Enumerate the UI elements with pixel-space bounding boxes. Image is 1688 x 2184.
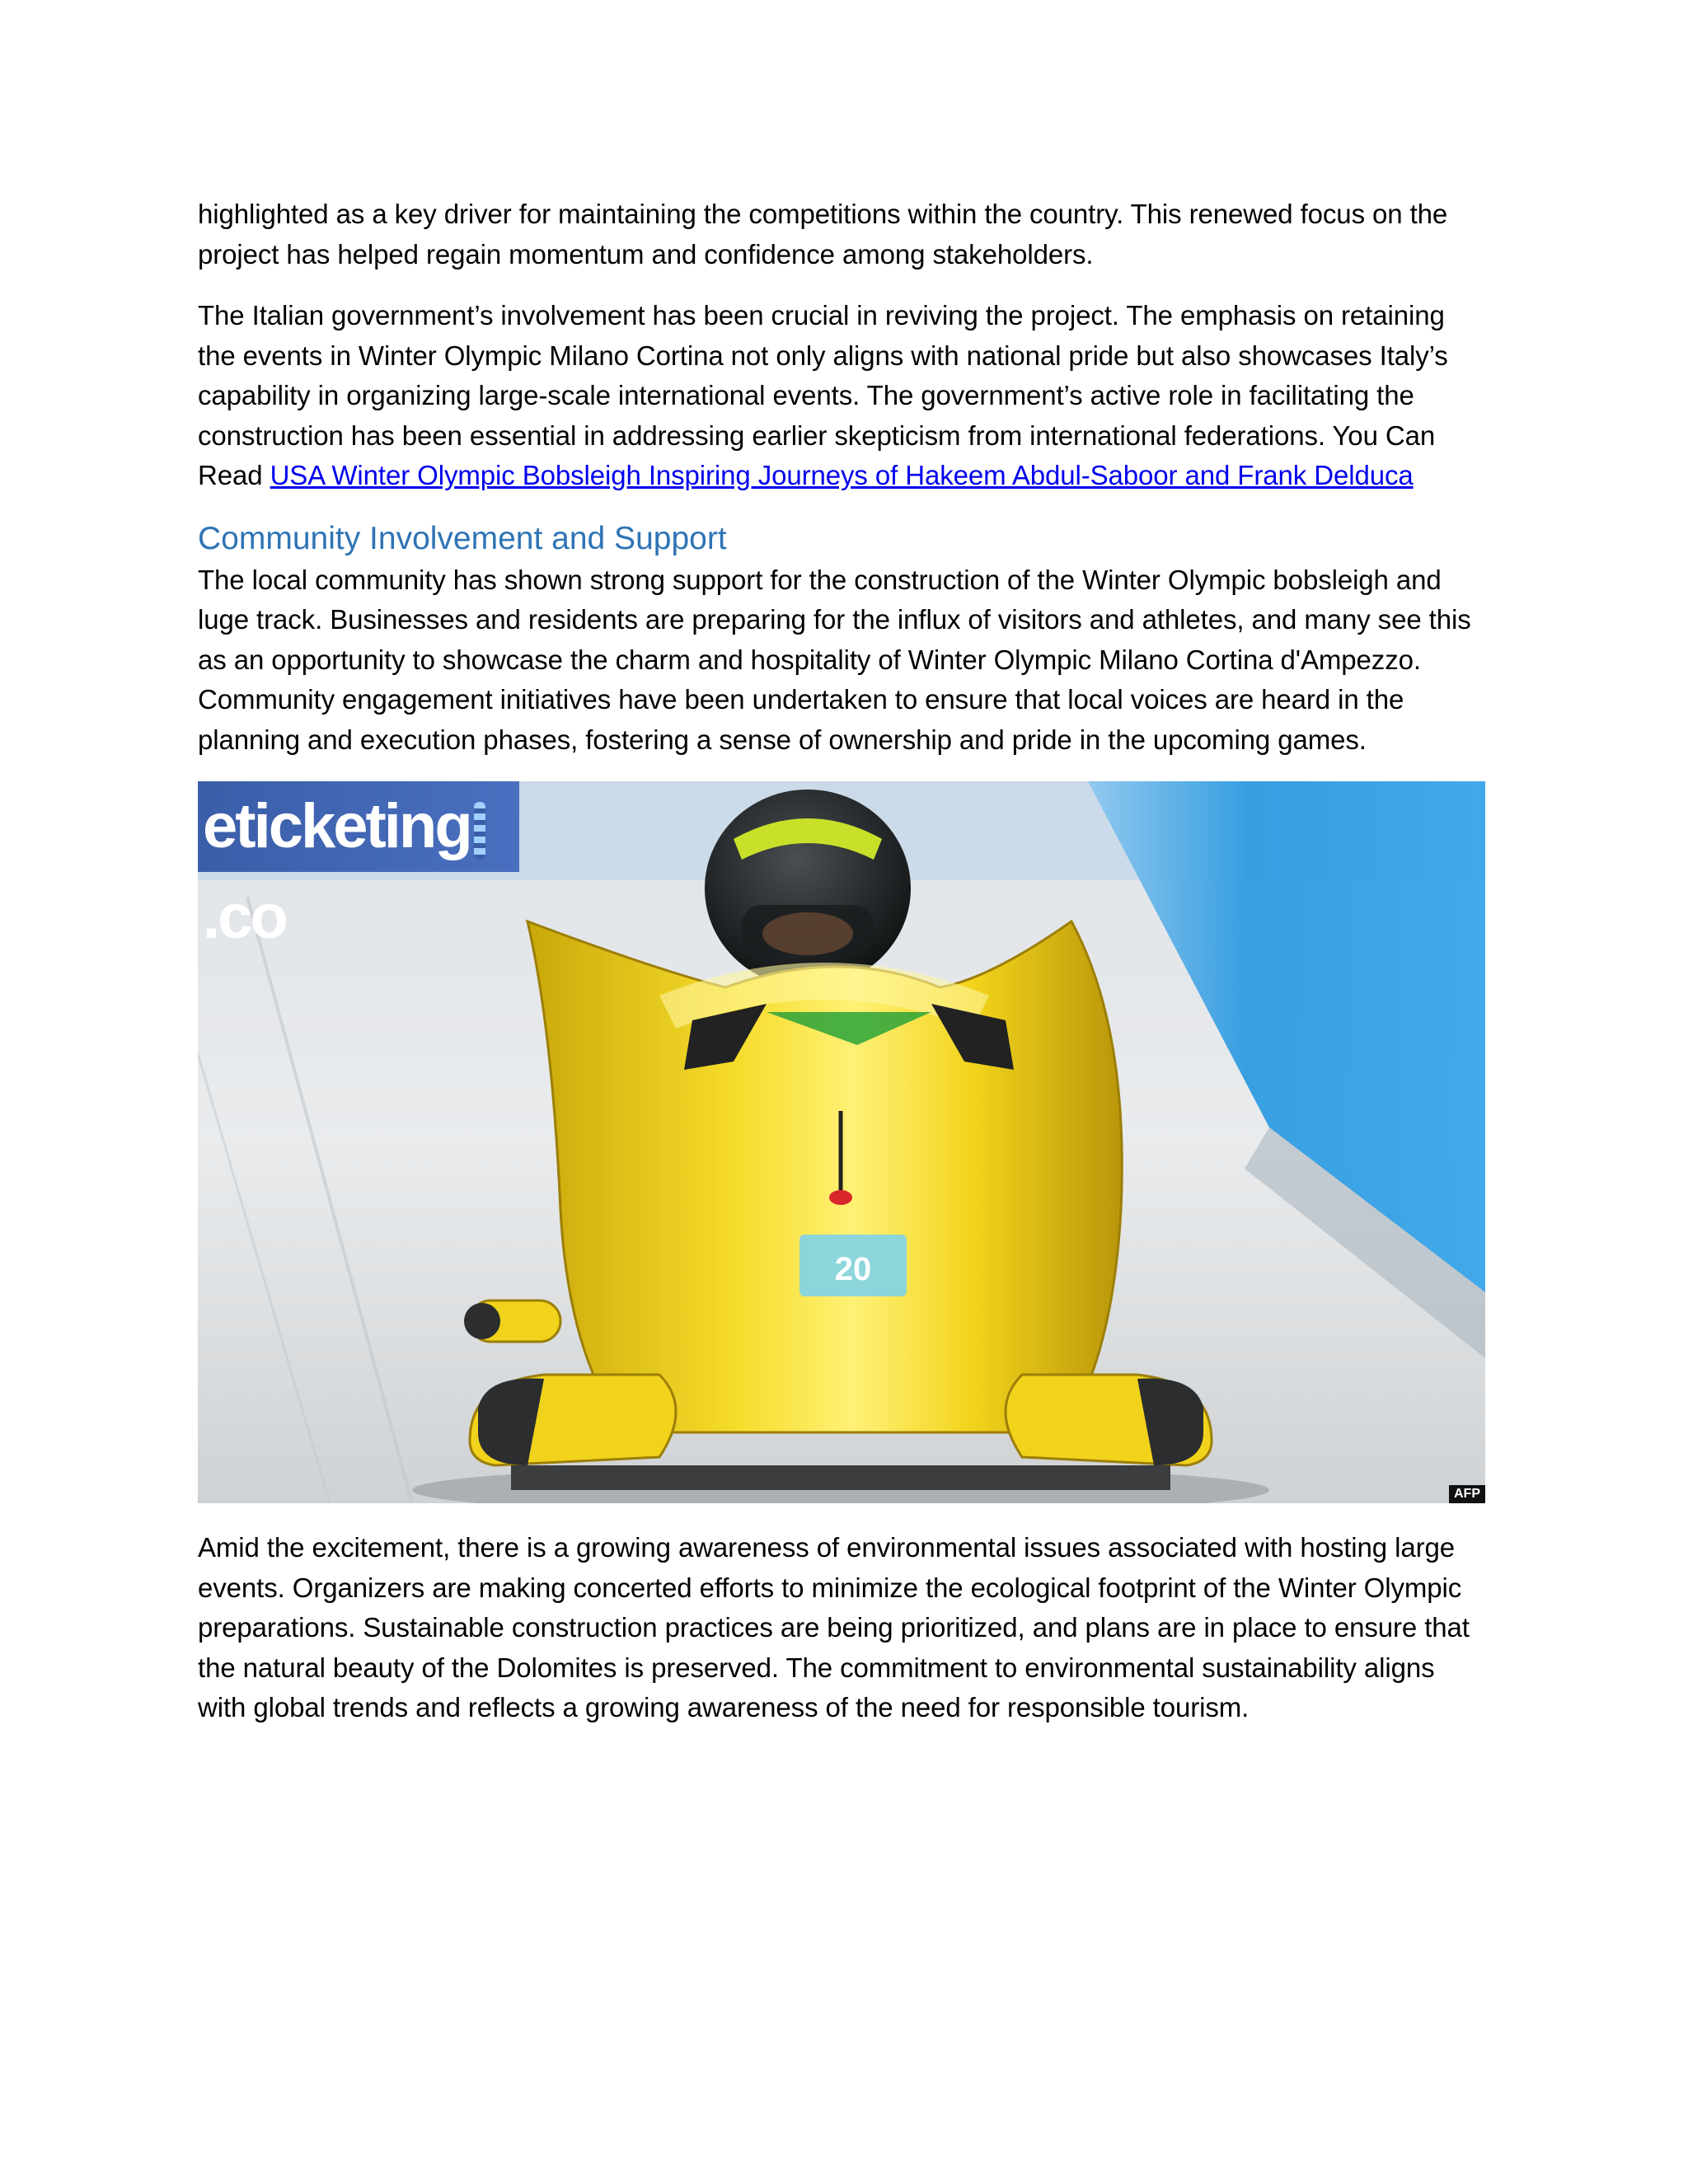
sled-bib-number: 20 <box>834 1251 872 1287</box>
related-article-link[interactable]: USA Winter Olympic Bobsleigh Inspiring Journeys of Hakeem Abdul-Saboor and Frank Delduca <box>270 460 1414 490</box>
photo-credit: AFP <box>1449 1485 1485 1503</box>
paragraph-intro: highlighted as a key driver for maintaining the competitions within the country. This renewed focus on the project has helped regain momentum and confidence among stakeholders. <box>198 199 1448 269</box>
sled-antenna-base <box>829 1190 852 1205</box>
sled-handle-cap <box>464 1303 500 1339</box>
sled-runners <box>511 1465 1170 1490</box>
paragraph-government-text: The Italian government’s involvement has been crucial in reviving the project. The emphasis on retaining the events in Winter Olympic Milano Cortina not only aligns with national pride but also showcases Italy’s capability in organizing large-scale international events. The government’s active role in facilitating the construction has been essential in addressing earlier skepticism from international federations. You Can Read <box>198 300 1448 490</box>
section-heading: Community Involvement and Support <box>198 520 727 556</box>
paragraph-community: The local community has shown strong support for the construction of the Winter Olympic bobsleigh and luge track. Businesses and residents are preparing for the influx of visitors and athletes, and many see this as an opportunity to showcase the charm and hospitality of Winter Olympic Milano Cortina d'Ampezzo. Community engagement initiatives have been undertaken to ensure that local voices are heard in the planning and execution phases, fostering a sense of ownership and pride in the upcoming games. <box>198 564 1471 755</box>
paragraph-government <box>198 296 1484 496</box>
watermark-text: eticketing <box>203 791 471 861</box>
athlete-face <box>762 912 853 955</box>
bobsleigh-illustration <box>198 781 1485 1503</box>
paragraph-environment: Amid the excitement, there is a growing awareness of environmental issues associated with hosting large events. Organizers are making concerted efforts to minimize the ecological footprint of the Winter Olympic preparations. Sustainable construction practices are being prioritized, and plans are in place to ensure that the natural beauty of the Dolomites is preserved. The commitment to environmental sustainability aligns with global trends and reflects a growing awareness of the need for responsible tourism. <box>198 1532 1470 1722</box>
eticketing-watermark <box>198 781 519 952</box>
watermark-separator <box>474 802 485 860</box>
bobsleigh-photo <box>198 781 1485 1503</box>
watermark-suffix: .co <box>203 882 286 952</box>
document-page <box>198 194 1484 1750</box>
